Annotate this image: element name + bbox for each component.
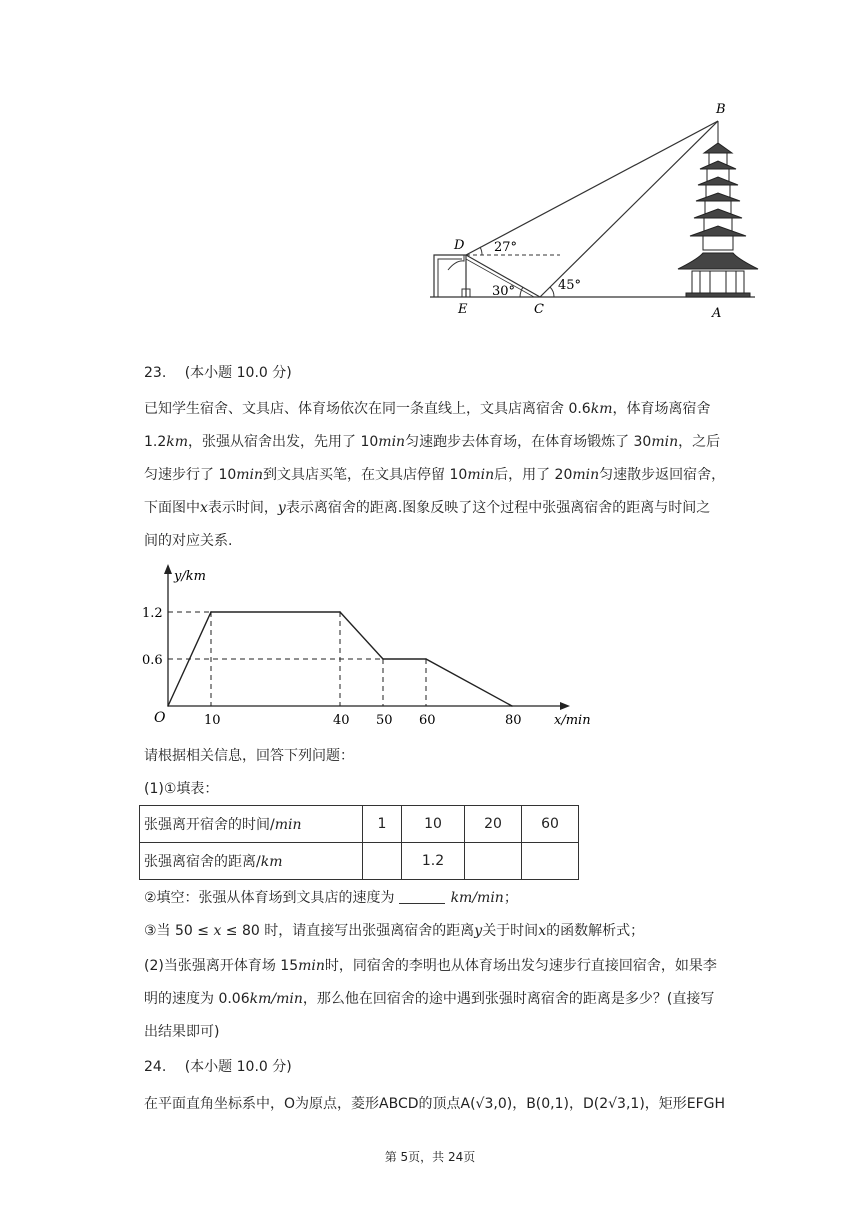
segment-db	[466, 121, 718, 255]
q23-sub1-title: (1)①填表：	[144, 781, 219, 797]
table-row	[140, 806, 579, 843]
angle-label-27: 27°	[494, 240, 518, 255]
label-e: E	[458, 302, 468, 317]
y-tick-label: 1.2	[142, 606, 163, 621]
data-point	[210, 611, 212, 613]
building-inner	[438, 259, 462, 297]
q24-number: 24.	[144, 1059, 167, 1075]
table-cell: 1	[363, 806, 402, 843]
q23-para-line-2: 1.2km，张强从宿舍出发，先用了 10min匀速跑步去体育场，在体育场锻炼了 30min，之后	[144, 434, 721, 450]
segment-cb	[540, 121, 718, 297]
table-cell-blank[interactable]	[363, 843, 402, 880]
x-axis-arrow	[560, 702, 570, 710]
angle-arc-c-small	[520, 287, 523, 297]
row1-label: 张强离开宿舍的时间/min	[140, 806, 363, 843]
q23-part2-line-1: (2)当张强离开体育场 15min时，同宿舍的李明也从体育场出发匀速步行直接回宿舍，如果李	[144, 958, 717, 974]
y-tick-label: 0.6	[142, 653, 163, 668]
label-c: C	[534, 302, 544, 317]
x-tick-label: 80	[505, 713, 522, 728]
data-point	[511, 705, 513, 707]
table-cell: 60	[522, 806, 579, 843]
label-d: D	[454, 238, 465, 253]
q23-para-line-4: 下面图中x表示时间，y表示离宿舍的距离.图象反映了这个过程中张强离宿舍的距离与时间之	[144, 500, 711, 516]
q23-para-line-3: 匀速步行了 10min到文具店买笔，在文具店停留 10min后，用了 20min匀速散步返回宿舍，	[144, 467, 726, 483]
q23-score: (本小题 10.0 分)	[184, 365, 292, 381]
origin-label: O	[154, 710, 166, 726]
angle-arc-d	[480, 247, 482, 255]
x-tick-label: 10	[204, 713, 221, 728]
q23-para-line-5: 间的对应关系.	[144, 533, 233, 549]
q24-score: (本小题 10.0 分)	[184, 1059, 292, 1075]
pagoda-tower	[678, 121, 758, 297]
q23-number: 23.	[144, 365, 167, 381]
q23-sub3: ③当 50 ≤ x ≤ 80 时，请直接写出张强离宿舍的距离y关于时间x的函数解析式；	[144, 923, 645, 939]
data-point	[167, 705, 169, 707]
table-cell-blank[interactable]	[465, 843, 522, 880]
label-b: B	[716, 102, 726, 117]
y-axis-arrow	[164, 564, 172, 574]
table-cell: 1.2	[402, 843, 465, 880]
table-cell: 10	[402, 806, 465, 843]
angle-arc-c-big	[550, 287, 554, 297]
label-a: A	[712, 306, 722, 321]
x-tick-label: 60	[419, 713, 436, 728]
q23-part2-line-3: 出结果即可)	[144, 1024, 220, 1040]
q24-line: 在平面直角坐标系中，O为原点，菱形ABCD的顶点A(√3,0)，B(0,1)，D(2√3,1)，矩形EFGH	[144, 1096, 726, 1112]
fill-table	[139, 805, 579, 880]
x-tick-label: 40	[333, 713, 350, 728]
q23-header	[144, 362, 292, 382]
table-cell-blank[interactable]	[522, 843, 579, 880]
answer-blank[interactable]	[399, 889, 445, 904]
table-cell: 20	[465, 806, 522, 843]
table-row	[140, 843, 579, 880]
data-point	[425, 658, 427, 660]
y-axis-label: y/km	[174, 569, 206, 584]
page-footer: 第 5页，共 24页	[384, 1150, 476, 1164]
x-axis-label: x/min	[554, 713, 591, 728]
q23-sub2: ②填空：张强从体育场到文具店的速度为 km/min；	[144, 890, 518, 906]
data-point	[382, 658, 384, 660]
q23-part2-line-2: 明的速度为 0.06km/min，那么他在回宿舍的途中遇到张强时离宿舍的距离是多少？(直接写	[144, 991, 715, 1007]
distance-time-chart	[140, 560, 600, 730]
data-point	[339, 611, 341, 613]
x-tick-label: 50	[376, 713, 393, 728]
pagoda-figure	[420, 95, 765, 325]
q23-para-line-1: 已知学生宿舍、文具店、体育场依次在同一条直线上，文具店离宿舍 0.6km，体育场离宿舍	[144, 401, 711, 417]
angle-label-30: 30°	[492, 284, 516, 299]
q24-header	[144, 1056, 292, 1076]
q23-prompt: 请根据相关信息，回答下列问题：	[144, 748, 354, 764]
row2-label: 张强离宿舍的距离/km	[140, 843, 363, 880]
angle-label-45: 45°	[558, 278, 582, 293]
